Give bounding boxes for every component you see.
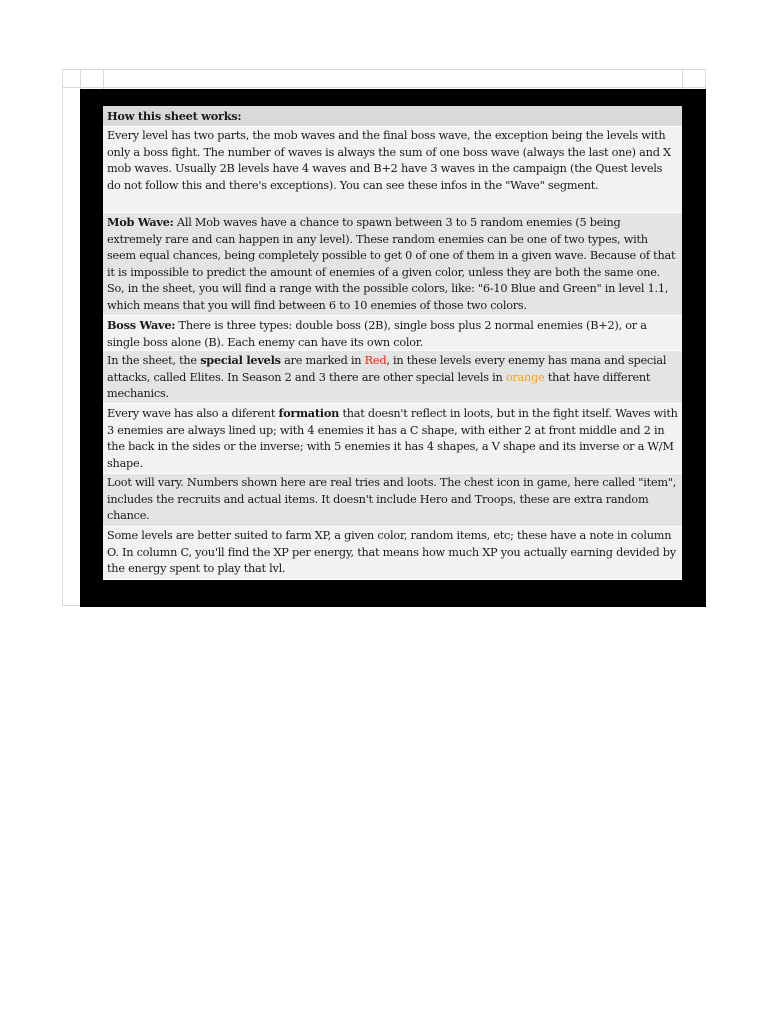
cell-text: In the sheet, the xyxy=(107,354,201,367)
cell-text: are marked in xyxy=(280,354,365,367)
cell-lead: Mob Wave: xyxy=(107,215,174,229)
header-cell[interactable] xyxy=(103,106,682,127)
cell-text: There is three types: double boss (2B), single boss plus 2 normal enemies (B+2), or a single boss alone (B). Each enemy can have its own color. xyxy=(107,319,647,349)
cell-special-levels[interactable] xyxy=(103,351,682,404)
grid-line xyxy=(80,69,81,89)
cell-text: Every wave has also a diferent xyxy=(107,407,279,420)
cell-wave-structure[interactable] xyxy=(103,127,682,213)
grid-line xyxy=(62,69,706,70)
red-highlight: Red xyxy=(364,354,387,367)
instructions-table xyxy=(103,106,682,580)
header-text: How this sheet works: xyxy=(107,109,242,123)
grid-line xyxy=(682,69,683,89)
grid-line xyxy=(62,69,63,606)
cell-xp-notes[interactable] xyxy=(103,527,682,580)
cell-bold: formation xyxy=(278,406,340,420)
cell-text: Some levels are better suited to farm XP, a given color, random items, etc; these have a note in column O. In column C, you'll find the XP per energy, that means how much XP you actually earning devided by the energy spent to play that lvl. xyxy=(107,529,676,575)
cell-text: Every level has two parts, the mob waves and the final boss wave, the exception being the levels with only a boss fight. The number of waves is always the sum of one boss wave (always the last one) and X mob waves. Usually 2B levels have 4 waves and B+2 have 3 waves in the campaign (the Quest levels do not follow this and there's exceptions). You can see these infos in the "Wave" segment. xyxy=(107,129,671,192)
cell-text: that have different mechanics. xyxy=(107,370,651,400)
cell-lead: Boss Wave: xyxy=(107,318,176,332)
cell-bold: special levels xyxy=(200,353,281,367)
grid-line xyxy=(103,69,104,89)
cell-mob-wave[interactable] xyxy=(103,213,682,316)
cell-text: , in these levels every enemy has mana and special attacks, called Elites. In Season 2 and 3 there are other special levels in xyxy=(107,354,667,384)
orange-highlight: orange xyxy=(505,370,545,384)
cell-text: All Mob waves have a chance to spawn between 3 to 5 random enemies (5 being extremely rare and can happen in any level). These random enemies can be one of two types, with seem equal chances, being completely possible to get 0 of one of them in a given wave. Because of that it is impossible to predict the amount of enemies of a given color, unless they are both the same one. So, in the sheet, you will find a range with the possible colors, like: "6-10 Blue and Green" in level 1.1, which means that you will find between 6 to 10 enemies of those two colors. xyxy=(107,216,676,312)
cell-boss-wave[interactable] xyxy=(103,316,682,351)
cell-text: that doesn't reflect in loots, but in the fight itself. Waves with 3 enemies are always lined up; with 4 enemies it has a C shape, with either 2 at front middle and 2 in the back in the sides or the inverse; with 5 enemies it has 4 shapes, a V shape and its inverse or a W/M shape. xyxy=(107,407,678,470)
cell-formation[interactable] xyxy=(103,404,682,474)
grid-line xyxy=(62,87,706,88)
cell-loot[interactable] xyxy=(103,474,682,527)
cell-text: Loot will vary. Numbers shown here are real tries and loots. The chest icon in game, here called "item", includes the recruits and actual items. It doesn't include Hero and Troops, these are extra random chance. xyxy=(107,476,677,522)
